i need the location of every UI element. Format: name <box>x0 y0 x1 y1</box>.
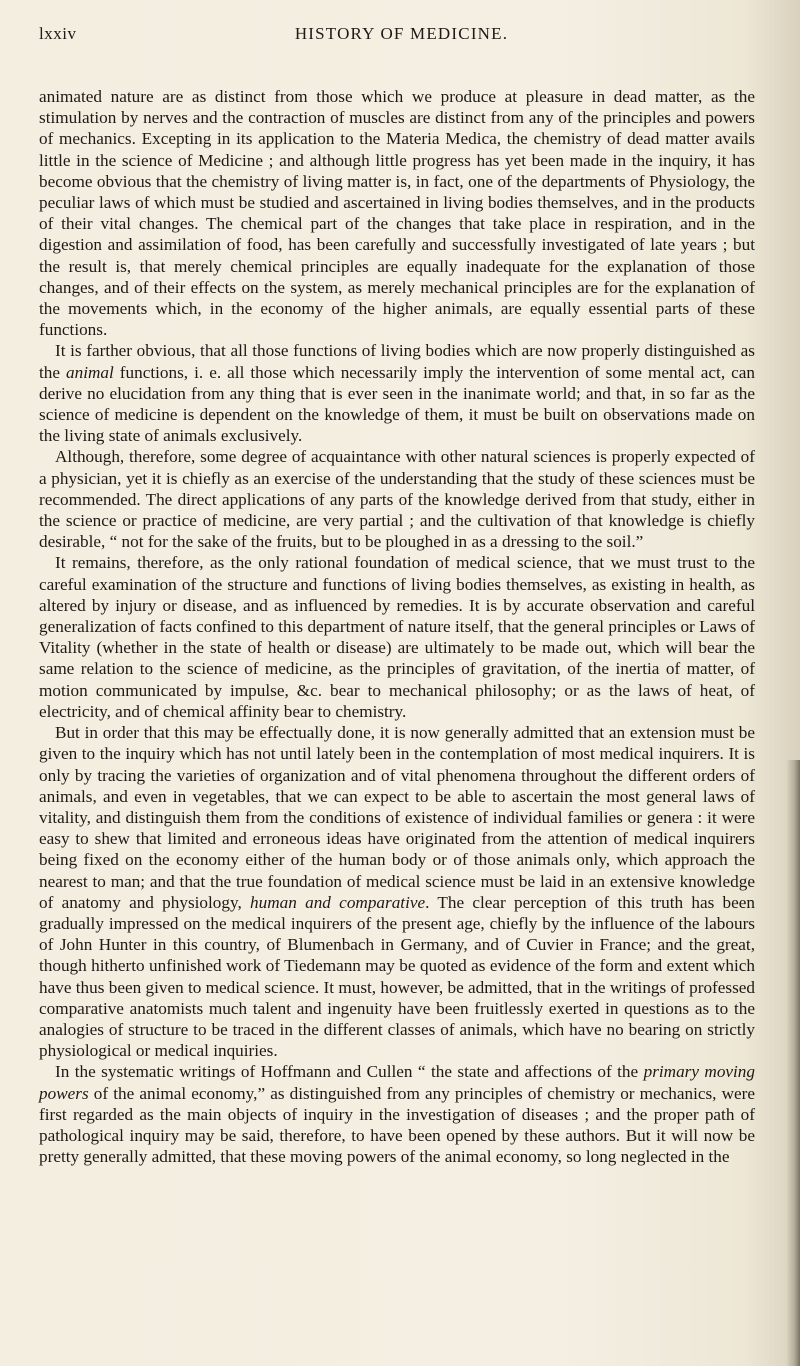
paragraph-text: functions, i. e. all those which necessarily imply the intervention of some mental act, can derive no elucidation from any thing that is ever seen in the inanimate world; and that, in so far as the science of medicine is dependent on the knowledge of them, it must be built on observations made on the living state of animals exclusively. <box>39 362 756 446</box>
page-header <box>39 24 764 52</box>
italic-text: human and comparative <box>250 892 426 912</box>
italic-text: primary moving powers <box>39 1062 755 1103</box>
page-edge-shadow <box>786 760 800 1366</box>
paragraph <box>39 446 755 552</box>
paragraph-text: It is farther obvious, that all those functions of living bodies which are now properly distinguished as the <box>39 341 755 382</box>
running-head: HISTORY OF MEDICINE. <box>294 24 509 43</box>
paragraph <box>39 722 755 1061</box>
paragraph <box>39 86 755 340</box>
paragraph-text: In the systematic writings of Hoffmann and Cullen “ the state and affections of the <box>55 1062 644 1082</box>
paragraph-text: of the animal economy,” as distinguished from any principles of chemistry or mechanics, were first regarded as the main objects of inquiry in the investigation of diseases ; and the proper path of pathological inquiry may be said, therefore, to have been opened by these authors. But it will now be pretty generally admitted, that these moving powers of the animal economy, so long neglected in the <box>39 1083 755 1167</box>
paragraph <box>39 552 755 722</box>
italic-text: animal <box>66 362 114 382</box>
body-text <box>39 86 755 1167</box>
paragraph-text: It remains, therefore, as the only rational foundation of medical science, that we must trust to the careful examination of the structure and functions of living bodies themselves, as existing in health, as altered by injury or disease, and as influenced by remedies. It is by accurate observation and careful generalization of facts confined to this department of nature itself, that the general principles or Laws of Vitality (whether in the state of health or disease) are ultimately to be made out, which will bear the same relation to the science of medicine, as the principles of gravitation, of the inertia of matter, of motion communicated by impulse, &c. bear to mechanical philosophy; or as the laws of heat, of electricity, and of chemical affinity bear to chemistry. <box>39 553 755 721</box>
paragraph-text: Although, therefore, some degree of acquaintance with other natural sciences is properly expected of a physician, yet it is chiefly as an exercise of the understanding that the study of these sciences must be recommended. The direct applications of any parts of the knowledge derived from that study, either in the science or practice of medicine, are very partial ; and the cultivation of that knowledge is chiefly desirable, “ not for the sake of the fruits, but to be ploughed in as a dressing to the soil.” <box>39 447 755 552</box>
paragraph <box>39 340 755 446</box>
page-number: lxxiv <box>39 24 77 43</box>
paragraph-text: animated nature are as distinct from those which we produce at pleasure in dead matter, as the stimulation by nerves and the contraction of muscles are distinct from any of the principles and powers of mechanics. Excepting in its application to the Materia Medica, the chemistry of dead matter avails little in the science of Medicine ; and although little progress has yet been made in the inquiry, it has become obvious that the chemistry of living matter is, in fact, one of the departments of Physiology, the peculiar laws of which must be studied and ascertained in living bodies themselves, and in the products of their vital changes. The chemical part of the changes that take place in respiration, and in the digestion and assimilation of food, has been carefully and successfully investigated of late years ; but the result is, that merely chemical principles are equally inadequate for the explanation of those changes, and of their effects on the system, as merely mechanical principles are for the explanation of the movements which, in the economy of the higher animals, are equally essential parts of these functions. <box>39 87 755 340</box>
paragraph-text: . The clear perception of this truth has been gradually impressed on the medical inquirers of the present age, chiefly by the influence of the labours of John Hunter in this country, of Blumenbach in Germany, and of Cuvier in France; and the great, though hitherto unfinished work of Tiedemann may be quoted as evidence of the form and extent which have thus been given to medical science. It must, however, be admitted, that in the writings of professed comparative anatomists much talent and ingenuity have been fruitlessly exerted in questions as to the analogies of structure to be traced in the different classes of animals, which have no bearing on strictly physiological or medical inquiries. <box>39 892 755 1061</box>
paragraph <box>39 1061 755 1167</box>
paragraph-text: But in order that this may be effectually done, it is now generally admitted that an extension must be given to the inquiry which has not until lately been in the contemplation of most medical inquirers. It is only by tracing the varieties of organization and of vital phenomena throughout the different orders of animals, and even in vegetables, that we can expect to be able to ascertain the most general laws of vitality, and distinguish them from the conditions of existence of individual families or genera : it were easy to shew that limited and erroneous ideas have originated from the attention of medical inquirers being fixed on the economy either of the human body or of those animals only, which approach the nearest to man; and that the true foundation of medical science must be laid in an extensive knowledge of anatomy and physiology, <box>39 723 755 912</box>
